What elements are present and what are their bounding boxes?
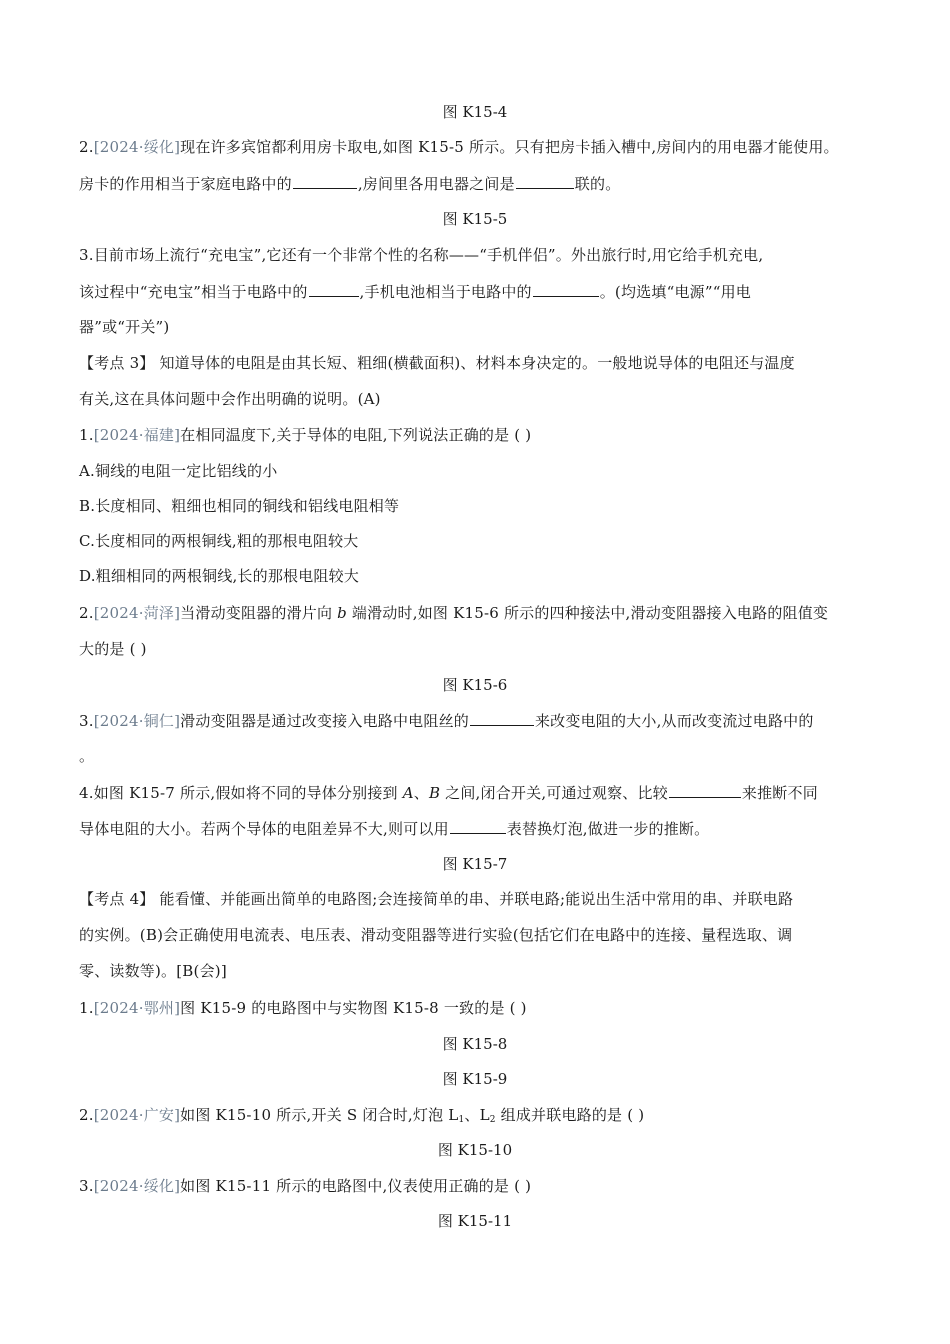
kp3-question3-line2: 。: [79, 747, 95, 765]
figure-caption-k15-7: 图 K15-7: [442, 855, 508, 873]
option-c: C.长度相同的两根铜线,粗的那根电阻较大: [79, 532, 359, 550]
source-tag: [2024·广安]: [93, 1106, 181, 1124]
figure-caption-k15-6: 图 K15-6: [442, 676, 508, 694]
option-d: D.粗细相同的两根铜线,长的那根电阻较大: [79, 567, 360, 585]
kaodian-3-line2: 有关,这在具体问题中会作出明确的说明。(A): [79, 390, 381, 408]
kp3-question1-stem: 1.[2024·福建]在相同温度下,关于导体的电阻,下列说法正确的是 ( ): [79, 426, 532, 444]
option-a: A.铜线的电阻一定比铝线的小: [79, 462, 278, 480]
figure-caption-k15-10: 图 K15-10: [437, 1141, 513, 1159]
kaodian-4-line1: 【考点 4】 能看懂、并能画出简单的电路图;会连接简单的串、并联电路;能说出生活中常用的串、并联电路: [79, 890, 794, 908]
answer-blank[interactable]: [309, 280, 359, 297]
kaodian-tag: 【考点 3】: [79, 354, 155, 372]
kaodian-4-line3: 零、读数等)。[B(会)]: [79, 962, 227, 980]
kp3-question4-line2: 导体电阻的大小。若两个导体的电阻差异不大,则可以用 表替换灯泡,做进一步的推断。: [79, 817, 879, 840]
question-card-line2: 房卡的作用相当于家庭电路中的 ,房间里各用电器之间是 联的。: [79, 172, 879, 195]
figure-caption-k15-11: 图 K15-11: [437, 1212, 513, 1230]
kaodian-4-line2: 的实例。(B)会正确使用电流表、电压表、滑动变阻器等进行实验(包括它们在电路中的连接、量程选取、调: [79, 926, 793, 944]
kaodian-tag: 【考点 4】: [79, 890, 155, 908]
kp3-question2-line2: 大的是 ( ): [79, 640, 147, 658]
kp3-question3-line1: 3.[2024·铜仁]滑动变阻器是通过改变接入电路中电阻丝的 来改变电阻的大小,从而改变流过电路中的: [79, 709, 879, 732]
source-tag: [2024·绥化]: [93, 138, 181, 156]
question-powerbank-line2: 该过程中“充电宝”相当于电路中的 ,手机电池相当于电路中的 。(均选填“电源”“用电: [79, 280, 879, 303]
kp4-question2-stem: 2.[2024·广安]如图 K15-10 所示,开关 S 闭合时,灯泡 $L_1$、$L_2$ 组成并联电路的是 ( ): [79, 1106, 645, 1125]
kp4-question3-stem: 3.[2024·绥化]如图 K15-11 所示的电路图中,仪表使用正确的是 ( ): [79, 1177, 532, 1195]
question-card-line1: 2.[2024·绥化]现在许多宾馆都利用房卡取电,如图 K15-5 所示。只有把房卡插入槽中,房间内的用电器才能使用。: [79, 138, 839, 156]
source-tag: [2024·绥化]: [93, 1177, 181, 1195]
source-tag: [2024·鄂州]: [93, 999, 181, 1017]
source-tag: [2024·福建]: [93, 426, 181, 444]
kp4-question1-stem: 1.[2024·鄂州]图 K15-9 的电路图中与实物图 K15-8 一致的是 ( ): [79, 999, 527, 1017]
figure-caption-k15-9: 图 K15-9: [442, 1070, 508, 1088]
kp3-question2-line1: 2.[2024·菏泽]当滑动变阻器的滑片向 b 端滑动时,如图 K15-6 所示的四种接法中,滑动变阻器接入电路的阻值变: [79, 604, 829, 622]
source-tag: [2024·菏泽]: [93, 604, 181, 622]
option-b: B.长度相同、粗细也相同的铜线和铝线电阻相等: [79, 497, 400, 515]
figure-caption-k15-5: 图 K15-5: [442, 210, 508, 228]
answer-blank[interactable]: [470, 709, 534, 726]
answer-blank[interactable]: [450, 817, 506, 834]
kaodian-3-line1: 【考点 3】 知道导体的电阻是由其长短、粗细(横截面积)、材料本身决定的。一般地说导体的电阻还与温度: [79, 354, 795, 372]
answer-blank[interactable]: [669, 781, 741, 798]
question-powerbank-line3: 器”或“开关”): [79, 318, 170, 336]
answer-blank[interactable]: [533, 280, 599, 297]
figure-caption-k15-4: 图 K15-4: [442, 103, 508, 121]
kp3-question4-line1: 4.如图 K15-7 所示,假如将不同的导体分别接到 A、B 之间,闭合开关,可通过观察、比较 来推断不同: [79, 781, 879, 804]
answer-blank[interactable]: [516, 172, 574, 189]
figure-caption-k15-8: 图 K15-8: [442, 1035, 508, 1053]
question-powerbank-line1: 3.目前市场上流行“充电宝”,它还有一个非常个性的名称——“手机伴侣”。外出旅行时,用它给手机充电,: [79, 246, 764, 264]
answer-blank[interactable]: [293, 172, 357, 189]
source-tag: [2024·铜仁]: [93, 712, 181, 730]
